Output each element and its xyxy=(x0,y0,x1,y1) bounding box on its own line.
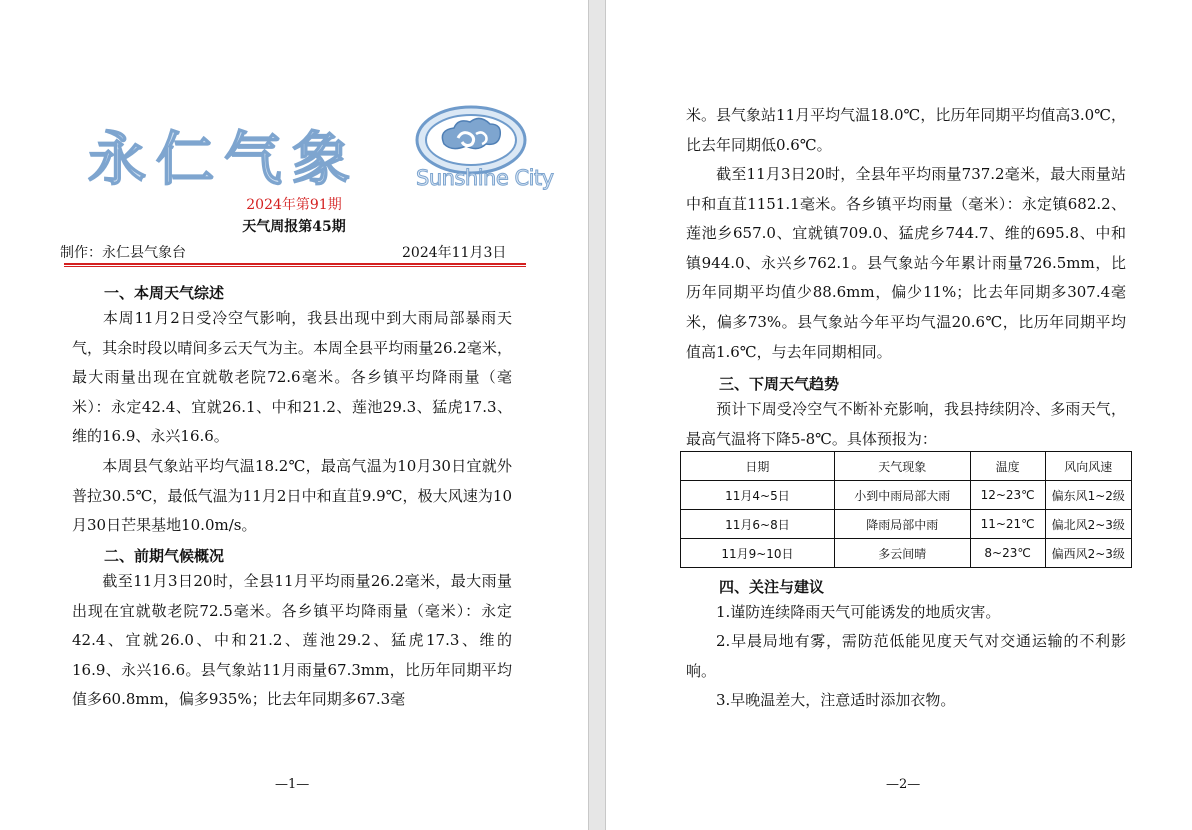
cell-temperature: 11~21℃ xyxy=(970,510,1045,539)
table-row xyxy=(681,510,1132,539)
section-3-heading: 三、下周天气趋势 xyxy=(719,375,840,393)
logo-text: Sunshine City xyxy=(416,166,554,190)
masthead-title: 永仁气象 xyxy=(88,125,361,193)
red-divider xyxy=(64,263,526,265)
table-header-row xyxy=(681,452,1132,481)
report-subtitle: 天气周报第45期 xyxy=(242,219,346,235)
section-2-paragraph-2: 截至11月3日20时，全县年平均雨量737.2毫米，最大雨量站中和直苴1151.1毫米。各乡镇平均雨量（毫米）：永定镇682.2、莲池乡657.0、宜就镇709.0、猛虎乡744.7、维的695.8、中和镇944.0、永兴乡762.1。县气象站今年累计雨量726.5mm，比历年同期平均值少88.6mm，偏少11%；比去年同期多307.4毫米，偏多73%。县气象站今年平均气温20.6℃，比历年同期平均值高1.6℃，与去年同期相同。 xyxy=(686,165,1126,361)
cell-temperature: 12~23℃ xyxy=(970,481,1045,510)
page-gutter xyxy=(588,0,606,830)
cell-weather: 小到中雨局部大雨 xyxy=(834,481,970,510)
cell-weather: 降雨局部中雨 xyxy=(834,510,970,539)
forecast-table xyxy=(680,451,1132,568)
maker-line: 制作：永仁县气象台 xyxy=(60,245,186,261)
issue-number: 2024年第91期 xyxy=(246,197,342,213)
table-row xyxy=(681,539,1132,568)
table-row xyxy=(681,481,1132,510)
report-date: 2024年11月3日 xyxy=(402,245,507,261)
cell-wind: 偏西风2~3级 xyxy=(1045,539,1131,568)
section-1-paragraph-1: 本周11月2日受冷空气影响，我县出现中到大雨局部暴雨天气，其余时段以晴间多云天气为主。本周全县平均雨量26.2毫米，最大雨量出现在宜就敬老院72.6毫米。各乡镇平均降雨量（毫米）：永定42.4、宜就26.1、中和21.2、莲池29.3、猛虎17.3、维的16.9、永兴16.6。 xyxy=(72,309,512,446)
cell-wind: 偏北风2~3级 xyxy=(1045,510,1131,539)
advice-item-3: 3.早晚温差大，注意适时添加衣物。 xyxy=(716,691,956,709)
advice-item-2: 2.早晨局地有雾，需防范低能见度天气对交通运输的不利影响。 xyxy=(686,632,1126,680)
header-temperature: 温度 xyxy=(970,452,1045,481)
header-date: 日期 xyxy=(681,452,835,481)
header-wind: 风向风速 xyxy=(1045,452,1131,481)
section-1-heading: 一、本周天气综述 xyxy=(104,284,225,302)
cell-wind: 偏东风1~2级 xyxy=(1045,481,1131,510)
header-weather: 天气现象 xyxy=(834,452,970,481)
section-3-paragraph: 预计下周受冷空气不断补充影响，我县持续阴冷、多雨天气，最高气温将下降5-8℃。具体预报为： xyxy=(686,400,1126,448)
masthead xyxy=(86,104,554,199)
page-number-1: —1— xyxy=(275,777,310,792)
page-number-2: —2— xyxy=(886,777,921,792)
section-2-heading: 二、前期气候概况 xyxy=(104,547,225,565)
section-2-continuation: 米。县气象站11月平均气温18.0℃，比历年同期平均值高3.0℃，比去年同期低0.6℃。 xyxy=(686,106,1126,154)
section-1-paragraph-2: 本周县气象站平均气温18.2℃，最高气温为10月30日宜就外普拉30.5℃，最低气温为11月2日中和直苴9.9℃，极大风速为10月30日芒果基地10.0m/s。 xyxy=(72,457,512,535)
section-2-paragraph-1: 截至11月3日20时，全县11月平均雨量26.2毫米，最大雨量出现在宜就敬老院72.5毫米。各乡镇平均降雨量（毫米）：永定42.4、宜就26.0、中和21.2、莲池29.2、猛虎17.3、维的16.9、永兴16.6。县气象站11月雨量67.3mm，比历年同期平均值多60.8mm，偏多935%；比去年同期多67.3毫 xyxy=(72,572,512,709)
cell-date: 11月9~10日 xyxy=(681,539,835,568)
cell-date: 11月6~8日 xyxy=(681,510,835,539)
cell-temperature: 8~23℃ xyxy=(970,539,1045,568)
section-4-heading: 四、关注与建议 xyxy=(719,578,825,596)
cell-date: 11月4~5日 xyxy=(681,481,835,510)
cell-weather: 多云间晴 xyxy=(834,539,970,568)
advice-item-1: 1.谨防连续降雨天气可能诱发的地质灾害。 xyxy=(716,603,1001,621)
red-divider-thin xyxy=(64,266,526,267)
page-1 xyxy=(0,0,588,830)
